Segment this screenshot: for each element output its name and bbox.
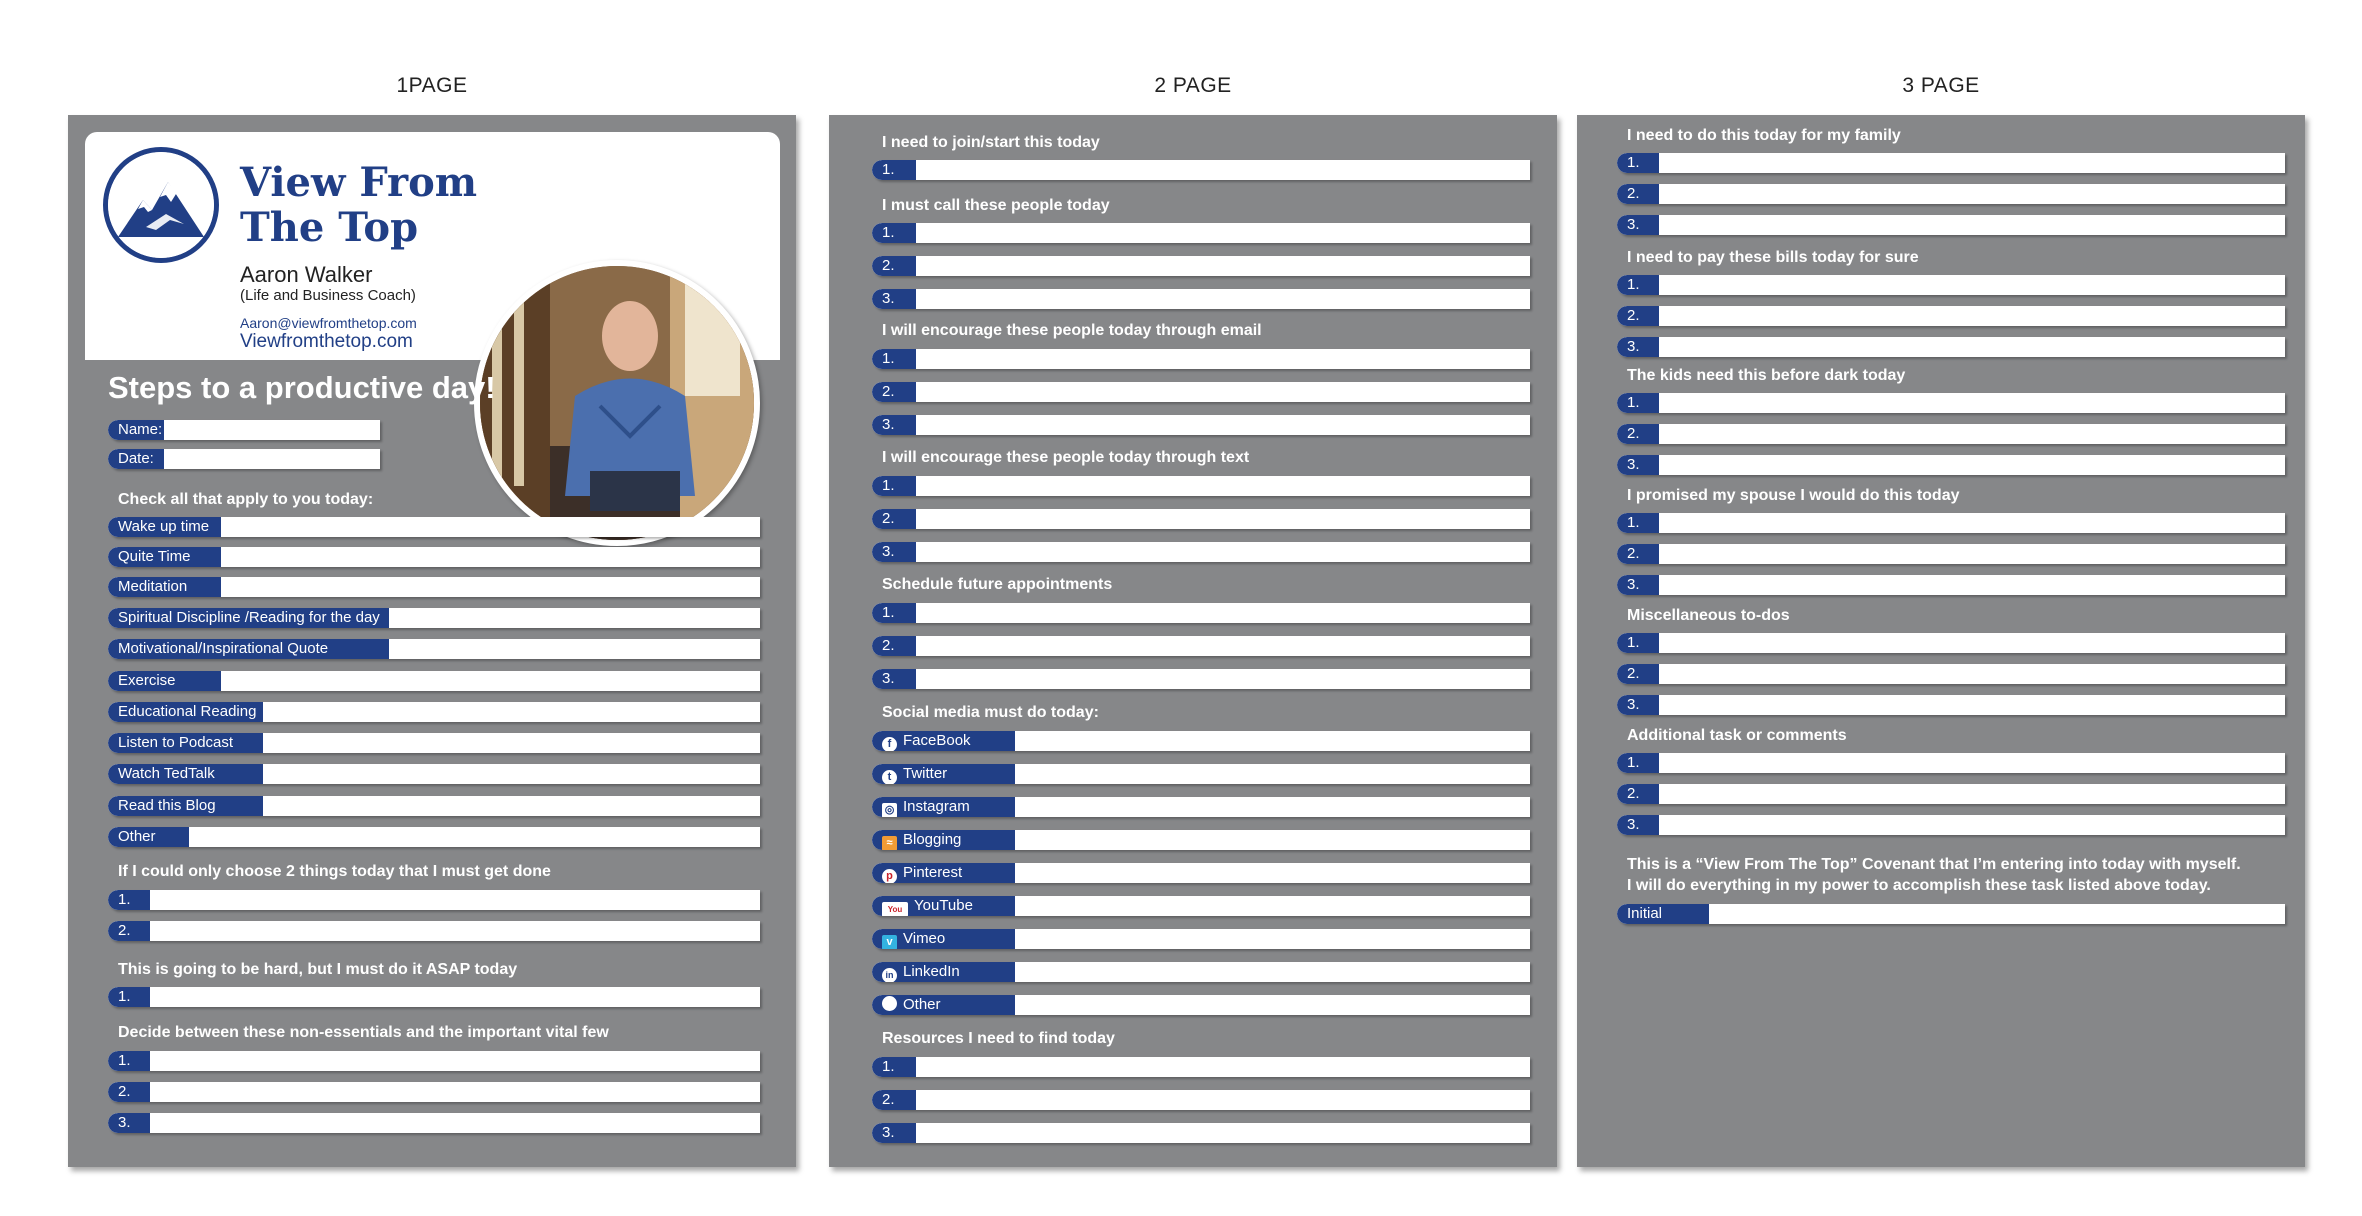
number-label: 2.: [1617, 424, 1659, 444]
rss-icon: ≈: [882, 836, 897, 850]
coach-name: Aaron Walker: [240, 262, 373, 287]
number-label: 1.: [108, 890, 150, 910]
social-instagram-field[interactable]: [872, 797, 1530, 817]
number-label: 2.: [1617, 184, 1659, 204]
check-label: Exercise: [108, 671, 221, 691]
planner-page-3: [1577, 115, 2305, 1167]
covenant-line-1: This is a “View From The Top” Covenant that I’m entering into today with myself.: [1627, 856, 2241, 873]
circle-icon: [882, 996, 897, 1011]
additional-field-3[interactable]: [1617, 815, 2285, 835]
social-heading: Social media must do today:: [882, 704, 1099, 721]
number-label: 3.: [1617, 337, 1659, 357]
page-title-3: 3 PAGE: [1902, 74, 1980, 97]
initial-label: Initial: [1617, 904, 1709, 924]
kids-field-2[interactable]: [1617, 424, 2285, 444]
schedule-heading: Schedule future appointments: [882, 576, 1113, 593]
check-wake-up[interactable]: [108, 517, 760, 537]
number-label: 1.: [872, 476, 916, 496]
social-youtube-label: YouTube: [914, 897, 973, 914]
social-facebook-label: FaceBook: [903, 732, 971, 749]
number-label: 1.: [872, 160, 916, 180]
number-label: 1.: [108, 1051, 150, 1071]
instagram-icon: ◎: [882, 803, 897, 817]
twitter-icon: t: [882, 770, 897, 784]
decide-field-3[interactable]: [108, 1113, 760, 1133]
social-label: [872, 797, 1015, 817]
number-label: 2.: [872, 382, 916, 402]
social-pinterest-label: Pinterest: [903, 864, 963, 881]
social-label: [872, 731, 1015, 751]
social-linkedin-label: LinkedIn: [903, 963, 960, 980]
number-label: 2.: [872, 1090, 916, 1110]
family-field-3[interactable]: [1617, 215, 2285, 235]
social-vimeo-field[interactable]: [872, 929, 1530, 949]
check-spiritual-discipline[interactable]: [108, 608, 760, 628]
number-label: 1.: [1617, 275, 1659, 295]
check-label: Meditation: [108, 577, 221, 597]
check-meditation[interactable]: [108, 577, 760, 597]
two-things-heading: If I could only choose 2 things today that I must get done: [118, 863, 551, 880]
social-facebook-field[interactable]: [872, 731, 1530, 751]
number-label: 3.: [1617, 215, 1659, 235]
additional-field-1[interactable]: [1617, 753, 2285, 773]
resources-field-1[interactable]: [872, 1057, 1530, 1077]
hard-field-1[interactable]: [108, 987, 760, 1007]
check-label: Quite Time: [108, 547, 221, 567]
check-quiet-time[interactable]: [108, 547, 760, 567]
decide-field-1[interactable]: [108, 1051, 760, 1071]
coach-photo: [474, 260, 760, 546]
number-label: 1.: [1617, 633, 1659, 653]
number-label: 2.: [872, 636, 916, 656]
call-field-1[interactable]: [872, 223, 1530, 243]
bills-heading: I need to pay these bills today for sure: [1627, 249, 1919, 266]
date-label: Date:: [108, 449, 164, 469]
number-label: 3.: [872, 669, 916, 689]
bills-field-2[interactable]: [1617, 306, 2285, 326]
social-label: [872, 830, 1015, 850]
number-label: 1.: [872, 1057, 916, 1077]
social-twitter-field[interactable]: [872, 764, 1530, 784]
check-podcast[interactable]: [108, 733, 760, 753]
check-label: Read this Blog: [108, 796, 263, 816]
number-label: 2.: [1617, 784, 1659, 804]
check-exercise[interactable]: [108, 671, 760, 691]
linkedin-icon: in: [882, 968, 897, 982]
brand-name: [240, 160, 477, 250]
bills-field-1[interactable]: [1617, 275, 2285, 295]
number-label: 2.: [1617, 664, 1659, 684]
check-heading: Check all that apply to you today:: [118, 491, 374, 508]
number-label: 1.: [1617, 513, 1659, 533]
check-tedtalk[interactable]: [108, 764, 760, 784]
email-field-2[interactable]: [872, 382, 1530, 402]
number-label: 2.: [872, 256, 916, 276]
two-things-field-1[interactable]: [108, 890, 760, 910]
social-twitter-label: Twitter: [903, 765, 948, 782]
social-vimeo-label: Vimeo: [903, 930, 946, 947]
resources-field-3[interactable]: [872, 1123, 1530, 1143]
social-label: [872, 896, 1015, 916]
text-heading: I will encourage these people today through text: [882, 449, 1250, 466]
number-label: 1.: [1617, 393, 1659, 413]
check-motivational-quote[interactable]: [108, 639, 760, 659]
number-label: 3.: [1617, 455, 1659, 475]
check-label: Other: [108, 827, 189, 847]
kids-heading: The kids need this before dark today: [1627, 367, 1906, 384]
two-things-field-2[interactable]: [108, 921, 760, 941]
number-label: 2.: [1617, 544, 1659, 564]
family-field-1[interactable]: [1617, 153, 2285, 173]
misc-field-3[interactable]: [1617, 695, 2285, 715]
date-field[interactable]: [108, 449, 380, 469]
check-label: Spiritual Discipline /Reading for the day: [108, 608, 389, 628]
brand-line-2: The Top: [240, 204, 419, 251]
number-label: 3.: [1617, 815, 1659, 835]
number-label: 3.: [1617, 575, 1659, 595]
number-label: 3.: [872, 415, 916, 435]
social-other-field[interactable]: [872, 995, 1530, 1015]
family-field-2[interactable]: [1617, 184, 2285, 204]
pinterest-icon: p: [882, 869, 897, 883]
coach-role: (Life and Business Coach): [240, 287, 416, 304]
text-field-3[interactable]: [872, 542, 1530, 562]
check-label: Watch TedTalk: [108, 764, 263, 784]
number-label: 1.: [1617, 753, 1659, 773]
email-heading: I will encourage these people today through email: [882, 322, 1262, 339]
number-label: 1.: [108, 987, 150, 1007]
spouse-heading: I promised my spouse I would do this today: [1627, 487, 1960, 504]
email-field-1[interactable]: [872, 349, 1530, 369]
check-educational-reading[interactable]: [108, 702, 760, 722]
planner-page-1: [68, 115, 796, 1167]
family-heading: I need to do this today for my family: [1627, 127, 1901, 144]
schedule-field-2[interactable]: [872, 636, 1530, 656]
vimeo-icon: v: [882, 935, 897, 949]
number-label: 2.: [108, 1082, 150, 1102]
decide-field-2[interactable]: [108, 1082, 760, 1102]
misc-field-2[interactable]: [1617, 664, 2285, 684]
social-pinterest-field[interactable]: [872, 863, 1530, 883]
social-label: [872, 764, 1015, 784]
schedule-field-3[interactable]: [872, 669, 1530, 689]
check-label: Listen to Podcast: [108, 733, 263, 753]
misc-heading: Miscellaneous to-dos: [1627, 607, 1790, 624]
join-heading: I need to join/start this today: [882, 134, 1100, 151]
kids-field-3[interactable]: [1617, 455, 2285, 475]
social-blogging-field[interactable]: [872, 830, 1530, 850]
check-label: Educational Reading: [108, 702, 263, 722]
coach-website[interactable]: Viewfromthetop.com: [240, 331, 413, 352]
call-field-2[interactable]: [872, 256, 1530, 276]
additional-heading: Additional task or comments: [1627, 727, 1847, 744]
number-label: 1.: [872, 349, 916, 369]
number-label: 2.: [108, 921, 150, 941]
schedule-field-1[interactable]: [872, 603, 1530, 623]
misc-field-1[interactable]: [1617, 633, 2285, 653]
text-field-1[interactable]: [872, 476, 1530, 496]
number-label: 3.: [872, 542, 916, 562]
additional-field-2[interactable]: [1617, 784, 2285, 804]
initial-field[interactable]: [1617, 904, 2285, 924]
social-youtube-field[interactable]: [872, 896, 1530, 916]
number-label: 1.: [1617, 153, 1659, 173]
social-label: [872, 995, 1015, 1015]
check-label: Wake up time: [108, 517, 221, 537]
steps-title: Steps to a productive day!: [108, 370, 496, 405]
name-field[interactable]: [108, 420, 380, 440]
number-label: 3.: [872, 1123, 916, 1143]
social-blogging-label: Blogging: [903, 831, 962, 848]
number-label: 2.: [872, 509, 916, 529]
covenant-line-2: I will do everything in my power to accomplish these task listed above today.: [1627, 877, 2211, 894]
social-instagram-label: Instagram: [903, 798, 970, 815]
email-field-3[interactable]: [872, 415, 1530, 435]
facebook-icon: f: [882, 737, 897, 751]
youtube-icon: You: [882, 902, 908, 916]
check-other[interactable]: [108, 827, 760, 847]
check-label: Motivational/Inspirational Quote: [108, 639, 389, 659]
hard-heading: This is going to be hard, but I must do it ASAP today: [118, 961, 518, 978]
number-label: 1.: [872, 223, 916, 243]
planner-page-2: [829, 115, 1557, 1167]
check-blog[interactable]: [108, 796, 760, 816]
call-heading: I must call these people today: [882, 197, 1110, 214]
page-title-1: 1PAGE: [396, 74, 468, 97]
text-field-2[interactable]: [872, 509, 1530, 529]
kids-field-1[interactable]: [1617, 393, 2285, 413]
decide-heading: Decide between these non-essentials and the important vital few: [118, 1024, 609, 1041]
number-label: 1.: [872, 603, 916, 623]
page-title-2: 2 PAGE: [1154, 74, 1232, 97]
coach-email[interactable]: Aaron@viewfromthetop.com: [240, 315, 417, 331]
social-label: [872, 962, 1015, 982]
number-label: 3.: [108, 1113, 150, 1133]
spouse-field-2[interactable]: [1617, 544, 2285, 564]
number-label: 3.: [872, 289, 916, 309]
resources-heading: Resources I need to find today: [882, 1030, 1115, 1047]
social-other-label: Other: [903, 996, 941, 1013]
bills-field-3[interactable]: [1617, 337, 2285, 357]
number-label: 3.: [1617, 695, 1659, 715]
resources-field-2[interactable]: [872, 1090, 1530, 1110]
call-field-3[interactable]: [872, 289, 1530, 309]
spouse-field-3[interactable]: [1617, 575, 2285, 595]
brand-line-1: View From: [240, 159, 478, 206]
join-field-1[interactable]: [872, 160, 1530, 180]
number-label: 2.: [1617, 306, 1659, 326]
social-linkedin-field[interactable]: [872, 962, 1530, 982]
spouse-field-1[interactable]: [1617, 513, 2285, 533]
social-label: [872, 863, 1015, 883]
mountain-logo-icon: [103, 147, 219, 263]
social-label: [872, 929, 1015, 949]
name-label: Name:: [108, 420, 164, 440]
